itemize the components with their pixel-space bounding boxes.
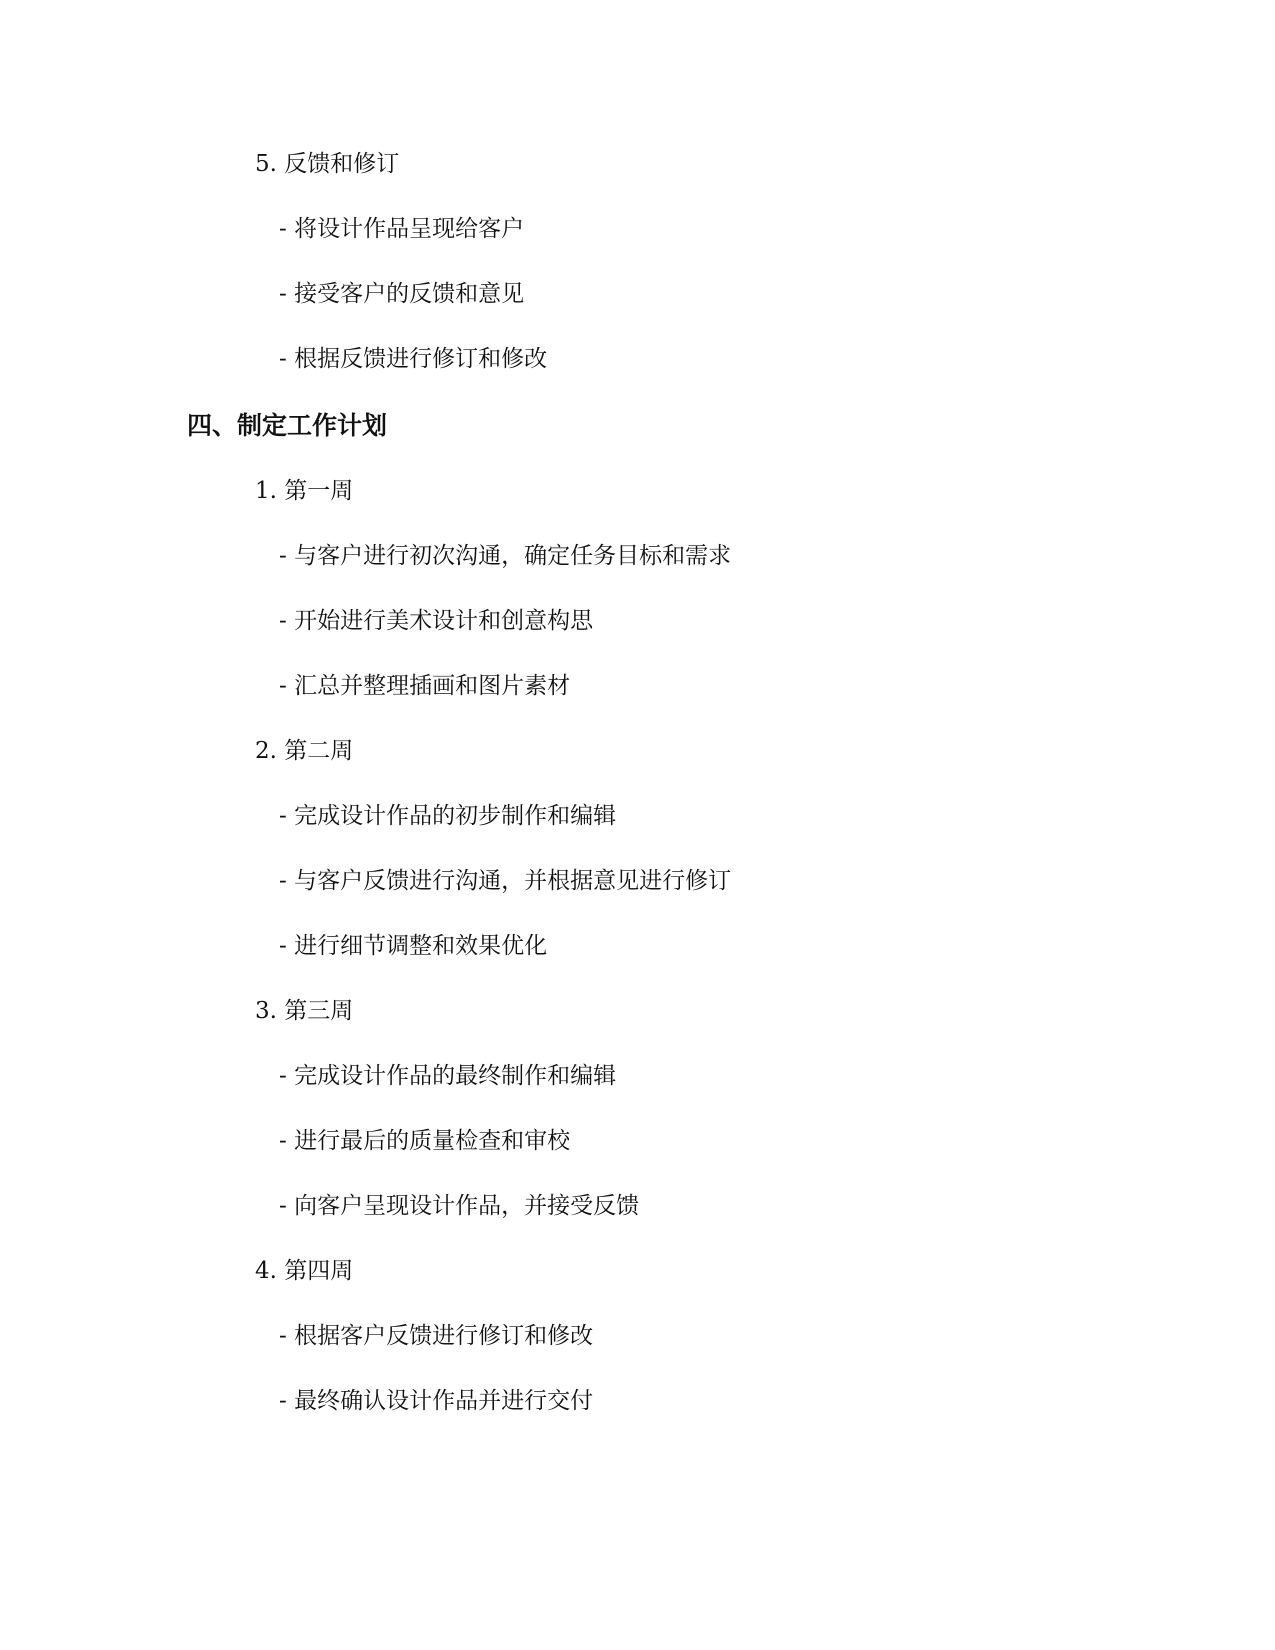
list-item-bullet: - 将设计作品呈现给客户: [279, 216, 525, 242]
list-item-bullet: - 接受客户的反馈和意见: [279, 281, 525, 307]
week-bullet: - 进行细节调整和效果优化: [279, 933, 548, 959]
week-bullet: - 根据客户反馈进行修订和修改: [279, 1323, 594, 1349]
week-bullet: - 与客户反馈进行沟通，并根据意见进行修订: [279, 868, 732, 894]
week-bullet: - 进行最后的质量检查和审校: [279, 1128, 571, 1154]
week-bullet: - 向客户呈现设计作品，并接受反馈: [279, 1193, 640, 1219]
week-title: 1. 第一周: [255, 478, 354, 504]
week-bullet: - 最终确认设计作品并进行交付: [279, 1388, 594, 1414]
week-title: 3. 第三周: [255, 998, 354, 1024]
week-title: 4. 第四周: [255, 1258, 354, 1284]
week-bullet: - 完成设计作品的初步制作和编辑: [279, 803, 617, 829]
list-item-title: 5. 反馈和修订: [255, 151, 400, 177]
week-bullet: - 开始进行美术设计和创意构思: [279, 608, 594, 634]
section-heading: 四、制定工作计划: [187, 411, 388, 440]
list-item-bullet: - 根据反馈进行修订和修改: [279, 346, 548, 372]
week-bullet: - 与客户进行初次沟通，确定任务目标和需求: [279, 543, 732, 569]
week-bullet: - 完成设计作品的最终制作和编辑: [279, 1063, 617, 1089]
week-title: 2. 第二周: [255, 738, 354, 764]
week-bullet: - 汇总并整理插画和图片素材: [279, 673, 571, 699]
